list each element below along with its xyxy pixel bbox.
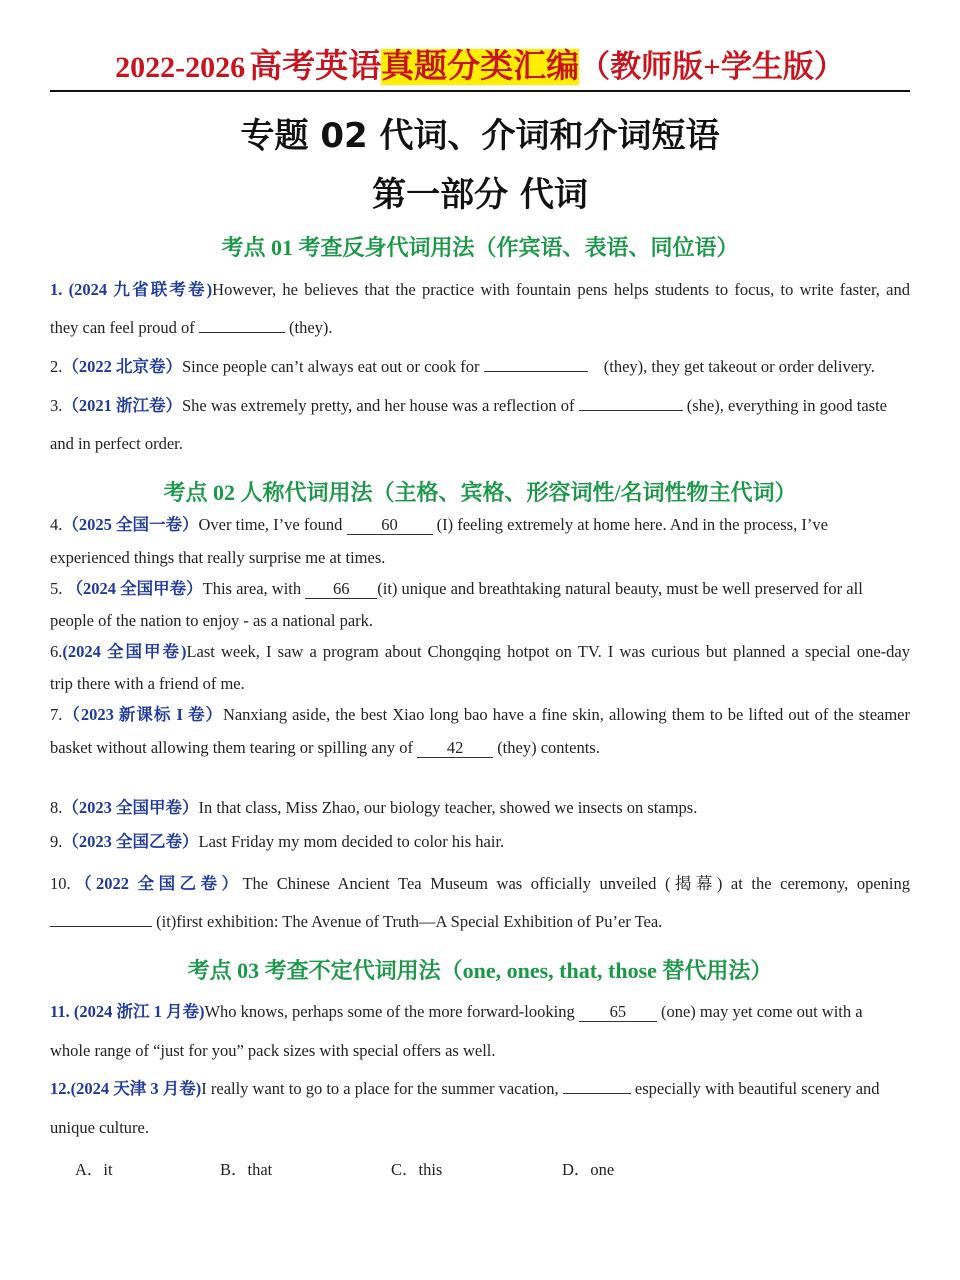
question-text: (I) feeling extremely at home here. And in the process, I’ve bbox=[436, 515, 828, 534]
question-text: In that class, Miss Zhao, our biology teacher, showed we insects on stamps. bbox=[198, 798, 698, 817]
question-10-line-2 bbox=[50, 911, 910, 933]
document-header bbox=[50, 40, 910, 92]
question-number: 5. bbox=[50, 579, 63, 598]
question-4-line-1 bbox=[50, 514, 910, 536]
question-number: 12. bbox=[50, 1079, 71, 1098]
question-text: She was extremely pretty, and her house was a reflection of bbox=[182, 396, 575, 415]
question-2-line-1 bbox=[50, 356, 910, 378]
section-heading: 考点 01 考查反身代词用法（作宾语、表语、同位语） bbox=[221, 235, 739, 260]
question-3-line-2: and in perfect order. bbox=[50, 434, 183, 453]
question-text: Who knows, perhaps some of the more forward-looking bbox=[204, 1002, 575, 1021]
question-source: （2022 全国乙卷） bbox=[70, 874, 243, 893]
question-number: 2. bbox=[50, 357, 63, 376]
question-text: However, he believes that the practice with fountain pens helps students to focus, to write faster, and bbox=[212, 280, 911, 299]
question-text: (she), everything in good taste bbox=[686, 396, 887, 415]
option-c[interactable]: C．this bbox=[391, 1160, 443, 1179]
answer-blank[interactable]: 66 bbox=[305, 580, 377, 599]
section-heading: 考点 02 人称代词用法（主格、宾格、形容词性/名词性物主代词） bbox=[163, 480, 797, 505]
question-text: Over time, I’ve found bbox=[198, 515, 343, 534]
question-source: （2023 全国乙卷） bbox=[62, 832, 199, 851]
question-source: (2024 全国甲卷) bbox=[62, 642, 187, 661]
question-text: (it) unique and breathtaking natural beauty, must be well preserved for all bbox=[377, 579, 863, 598]
question-source: （2023 新课标 I 卷） bbox=[62, 705, 223, 724]
answer-blank[interactable] bbox=[199, 332, 285, 333]
question-6-line-1 bbox=[50, 641, 910, 663]
question-number: 11. bbox=[50, 1002, 70, 1021]
section-heading: 考点 03 考查不定代词用法（one, ones, that, those 替代用法） bbox=[187, 958, 773, 983]
question-5-line-1 bbox=[50, 578, 910, 600]
question-text: (they), they get takeout or order delivery. bbox=[603, 357, 875, 376]
question-7-line-1 bbox=[50, 704, 910, 726]
question-number: 4. bbox=[50, 515, 63, 534]
question-source: (2024 九省联考卷) bbox=[68, 280, 213, 299]
part-title: 第一部分 代词 bbox=[372, 175, 588, 215]
question-number: 8. bbox=[50, 798, 63, 817]
question-source: （2022 北京卷） bbox=[62, 357, 182, 376]
question-7-line-2 bbox=[50, 737, 910, 759]
topic-title: 专题 02 代词、介词和介词短语 bbox=[240, 116, 720, 156]
question-number: 6. bbox=[50, 642, 63, 661]
answer-blank[interactable]: 65 bbox=[579, 1003, 657, 1022]
question-number: 10. bbox=[50, 874, 71, 893]
question-5-line-2: people of the nation to enjoy - as a national park. bbox=[50, 611, 374, 630]
answer-blank[interactable] bbox=[563, 1093, 631, 1094]
question-text: Since people can’t always eat out or cook for bbox=[182, 357, 480, 376]
question-4-line-2: experienced things that really surprise me at times. bbox=[50, 548, 386, 567]
question-text: Last Friday my mom decided to color his hair. bbox=[198, 832, 505, 851]
question-text: This area, with bbox=[202, 579, 302, 598]
answer-blank[interactable] bbox=[50, 926, 152, 927]
question-source: （2021 浙江卷） bbox=[62, 396, 182, 415]
header-title: 高考英语 bbox=[249, 49, 382, 85]
question-text: I really want to go to a place for the summer vacation, bbox=[201, 1079, 559, 1098]
answer-blank[interactable] bbox=[484, 371, 588, 372]
question-6-line-2: trip there with a friend of me. bbox=[50, 674, 245, 693]
question-number: 1. bbox=[50, 280, 63, 299]
question-12-line-2: unique culture. bbox=[50, 1118, 149, 1137]
header-edition: （教师版+学生版） bbox=[579, 49, 845, 84]
question-source: (2024 浙江 1 月卷) bbox=[73, 1002, 205, 1021]
question-source: （2025 全国一卷） bbox=[62, 515, 199, 534]
question-source: (2024 天津 3 月卷) bbox=[70, 1079, 202, 1098]
question-text: The Chinese Ancient Tea Museum was officially unveiled (揭幕) at the ceremony, opening bbox=[242, 874, 911, 893]
question-9 bbox=[50, 831, 910, 853]
option-d[interactable]: D．one bbox=[562, 1160, 615, 1179]
answer-blank[interactable] bbox=[579, 410, 683, 411]
question-3-line-1 bbox=[50, 395, 910, 417]
question-text: (they). bbox=[289, 318, 333, 337]
question-text: Nanxiang aside, the best Xiao long bao have a fine skin, allowing them to be lifted out of the steamer bbox=[222, 705, 911, 724]
question-text: (one) may yet come out with a bbox=[660, 1002, 863, 1021]
question-11-line-1 bbox=[50, 1001, 910, 1023]
option-a[interactable]: A．it bbox=[75, 1160, 113, 1179]
answer-blank[interactable]: 60 bbox=[347, 516, 433, 535]
question-text: they can feel proud of bbox=[50, 318, 195, 337]
header-title-highlight: 真题分类汇编 bbox=[381, 49, 580, 85]
option-b[interactable]: B．that bbox=[220, 1160, 273, 1179]
question-text: Last week, I saw a program about Chongqing hotpot on TV. I was curious but planned a special one-day bbox=[186, 642, 910, 661]
question-source: （2024 全国甲卷） bbox=[66, 579, 203, 598]
question-text: basket without allowing them tearing or spilling any of bbox=[50, 738, 413, 757]
question-number: 3. bbox=[50, 396, 63, 415]
question-number: 9. bbox=[50, 832, 63, 851]
question-12-line-1 bbox=[50, 1078, 910, 1100]
answer-blank[interactable]: 42 bbox=[417, 739, 493, 758]
question-source: （2023 全国甲卷） bbox=[62, 798, 199, 817]
question-number: 7. bbox=[50, 705, 63, 724]
question-text: especially with beautiful scenery and bbox=[634, 1079, 880, 1098]
question-10-line-1 bbox=[50, 873, 910, 895]
question-1-line-2 bbox=[50, 317, 910, 339]
question-text: (they) contents. bbox=[497, 738, 600, 757]
question-8 bbox=[50, 797, 910, 819]
question-11-line-2: whole range of “just for you” pack sizes with special offers as well. bbox=[50, 1041, 496, 1060]
question-1-line-1 bbox=[50, 279, 910, 301]
header-year-range: 2022-2026 bbox=[115, 51, 246, 84]
question-text: (it)first exhibition: The Avenue of Truth—A Special Exhibition of Pu’er Tea. bbox=[156, 912, 663, 931]
